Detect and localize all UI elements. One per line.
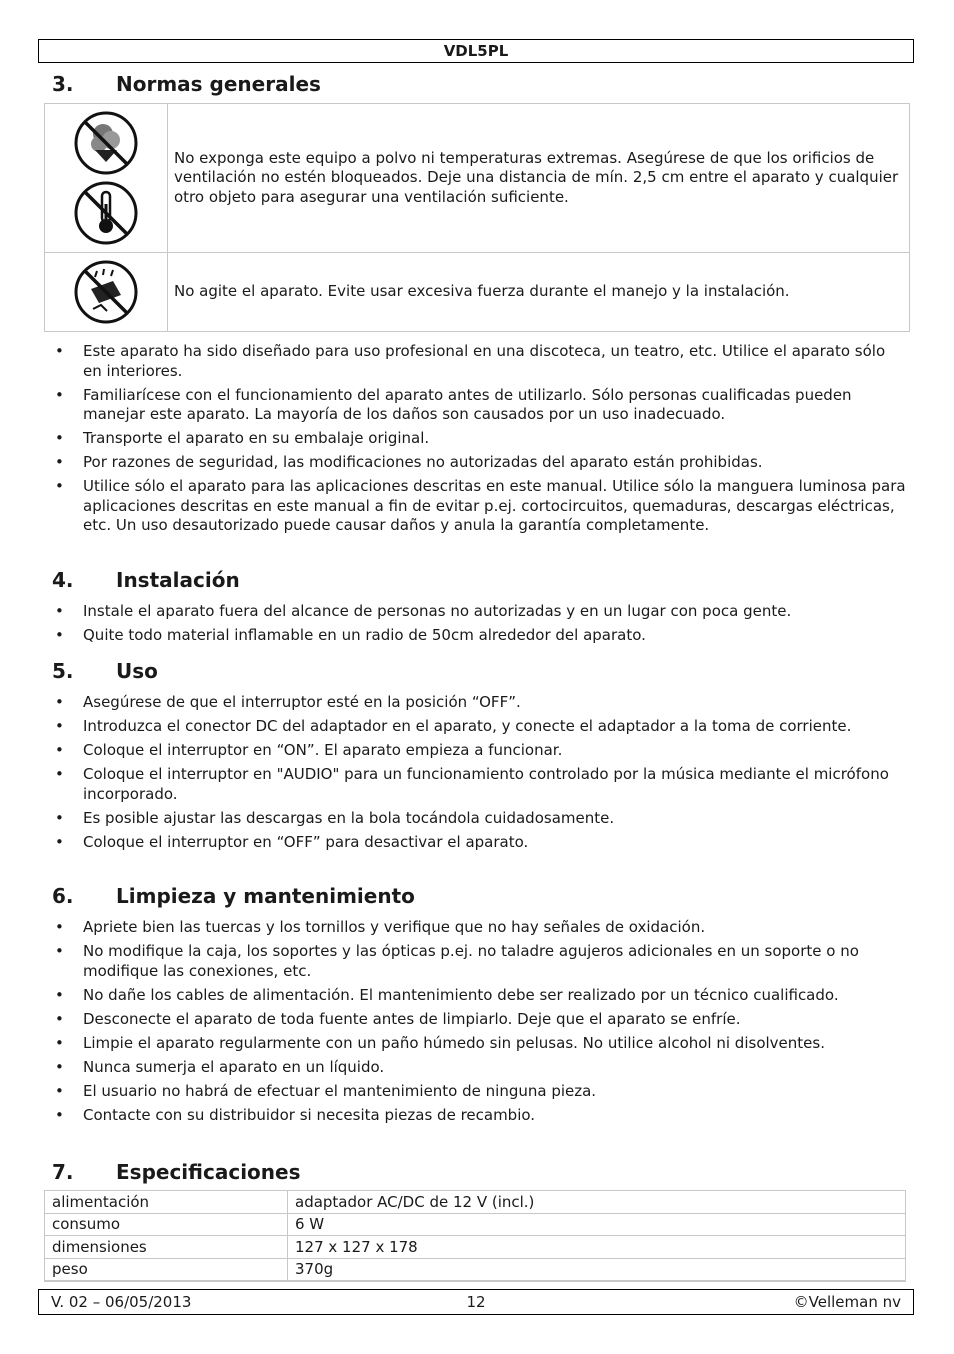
spec-table xyxy=(44,1190,906,1281)
spec-value: 6 W xyxy=(288,1213,906,1236)
spec-row xyxy=(45,1191,906,1214)
list-item: • Desconecte el aparato de toda fuente antes de limpiarlo. Deje que el aparato se enfríe. xyxy=(52,1010,908,1030)
list-item: • Es posible ajustar las descargas en la bola tocándola cuidadosamente. xyxy=(52,809,908,829)
spec-value: adaptador AC/DC de 12 V (incl.) xyxy=(288,1191,906,1214)
list-item: • Este aparato ha sido diseñado para uso profesional en una discoteca, un teatro, etc. Utilice el aparato sólo en interiores. xyxy=(52,342,908,381)
list-item: • Limpie el aparato regularmente con un paño húmedo sin pelusas. No utilice alcohol ni disolventes. xyxy=(52,1034,908,1054)
model-name: VDL5PL xyxy=(443,42,509,60)
section-heading: Especificaciones xyxy=(116,1160,301,1184)
list-item: • Introduzca el conector DC del adaptador en el aparato, y conecte el adaptador a la toma de corriente. xyxy=(52,717,908,737)
warning-text: No agite el aparato. Evite usar excesiva fuerza durante el manejo y la instalación. xyxy=(168,253,910,332)
spec-value: 370g xyxy=(288,1258,906,1281)
page-header xyxy=(38,39,914,63)
list-item: • Asegúrese de que el interruptor esté en la posición “OFF”. xyxy=(52,693,908,713)
instalacion-bullet-list xyxy=(52,602,908,650)
list-item: • Nunca sumerja el aparato en un líquido. xyxy=(52,1058,908,1078)
list-item: • No modifique la caja, los soportes y las ópticas p.ej. no taladre agujeros adicionales en un soporte o no modifique las conexiones, etc. xyxy=(52,942,908,981)
list-item: • Familiarícese con el funcionamiento del aparato antes de utilizarlo. Sólo personas cualificadas pueden manejar este aparato. La mayoría de los daños son causados por un uso inadecuado. xyxy=(52,386,908,425)
spec-row xyxy=(45,1236,906,1259)
no-temperature-icon xyxy=(73,180,139,246)
section-title-uso xyxy=(52,659,158,683)
list-item: • Coloque el interruptor en “ON”. El aparato empieza a funcionar. xyxy=(52,741,908,761)
spec-value: 127 x 127 x 178 xyxy=(288,1236,906,1259)
list-item: • Coloque el interruptor en “OFF” para desactivar el aparato. xyxy=(52,833,908,853)
list-item: • Instale el aparato fuera del alcance de personas no autorizadas y en un lugar con poca gente. xyxy=(52,602,908,622)
warning-icons-cell xyxy=(45,253,168,332)
section-number: 7. xyxy=(52,1160,74,1184)
spec-row xyxy=(45,1258,906,1281)
warning-table xyxy=(44,103,910,332)
section-heading: Instalación xyxy=(116,568,240,592)
list-item: • No dañe los cables de alimentación. El mantenimiento debe ser realizado por un técnico cualificado. xyxy=(52,986,908,1006)
section-heading: Normas generales xyxy=(116,72,321,96)
uso-bullet-list xyxy=(52,693,908,857)
list-item: • Coloque el interruptor en "AUDIO" para un funcionamiento controlado por la música mediante el micrófono incorporado. xyxy=(52,765,908,804)
list-item: • Apriete bien las tuercas y los tornillos y verifique que no hay señales de oxidación. xyxy=(52,918,908,938)
list-item: • Quite todo material inflamable en un radio de 50cm alrededor del aparato. xyxy=(52,626,908,646)
footer-copyright: ©Velleman nv xyxy=(793,1293,901,1311)
section-number: 6. xyxy=(52,884,74,908)
spec-key: dimensiones xyxy=(45,1236,288,1259)
list-item: • Transporte el aparato en su embalaje original. xyxy=(52,429,908,449)
spec-key: alimentación xyxy=(45,1191,288,1214)
list-item: • El usuario no habrá de efectuar el mantenimiento de ninguna pieza. xyxy=(52,1082,908,1102)
list-item: • Por razones de seguridad, las modificaciones no autorizadas del aparato están prohibidas. xyxy=(52,453,908,473)
no-dust-icon xyxy=(73,110,139,176)
spec-key: consumo xyxy=(45,1213,288,1236)
warning-text: No exponga este equipo a polvo ni temperaturas extremas. Asegúrese de que los orificios de ventilación no estén bloqueados. Deje una distancia de mín. 2,5 cm entre el aparato y cualquier otro objeto para asegurar una ventilación suficiente. xyxy=(168,104,910,253)
page-footer xyxy=(38,1289,914,1315)
section-number: 3. xyxy=(52,72,74,96)
footer-page-number: 12 xyxy=(466,1293,486,1311)
warning-row xyxy=(45,253,910,332)
section-heading: Limpieza y mantenimiento xyxy=(116,884,415,908)
section-title-especificaciones xyxy=(52,1160,301,1184)
warning-row xyxy=(45,104,910,253)
list-item: • Utilice sólo el aparato para las aplicaciones descritas en este manual. Utilice sólo la manguera luminosa para aplicaciones descritas en este manual a fin de evitar p.ej. cortocircuitos, quemaduras, descargas eléctricas, etc. Un uso desautorizado puede causar daños y anula la garantía completamente. xyxy=(52,477,908,536)
footer-version: V. 02 – 06/05/2013 xyxy=(51,1293,192,1311)
section-title-limpieza xyxy=(52,884,415,908)
section-title-instalacion xyxy=(52,568,240,592)
section-number: 5. xyxy=(52,659,74,683)
warning-icons-cell xyxy=(45,104,168,253)
limpieza-bullet-list xyxy=(52,918,908,1130)
spec-row xyxy=(45,1213,906,1236)
spec-key: peso xyxy=(45,1258,288,1281)
section-number: 4. xyxy=(52,568,74,592)
normas-bullet-list xyxy=(52,342,908,540)
list-item: • Contacte con su distribuidor si necesita piezas de recambio. xyxy=(52,1106,908,1126)
section-heading: Uso xyxy=(116,659,158,683)
section-title-normas xyxy=(52,72,321,96)
no-shaking-icon xyxy=(73,259,139,325)
